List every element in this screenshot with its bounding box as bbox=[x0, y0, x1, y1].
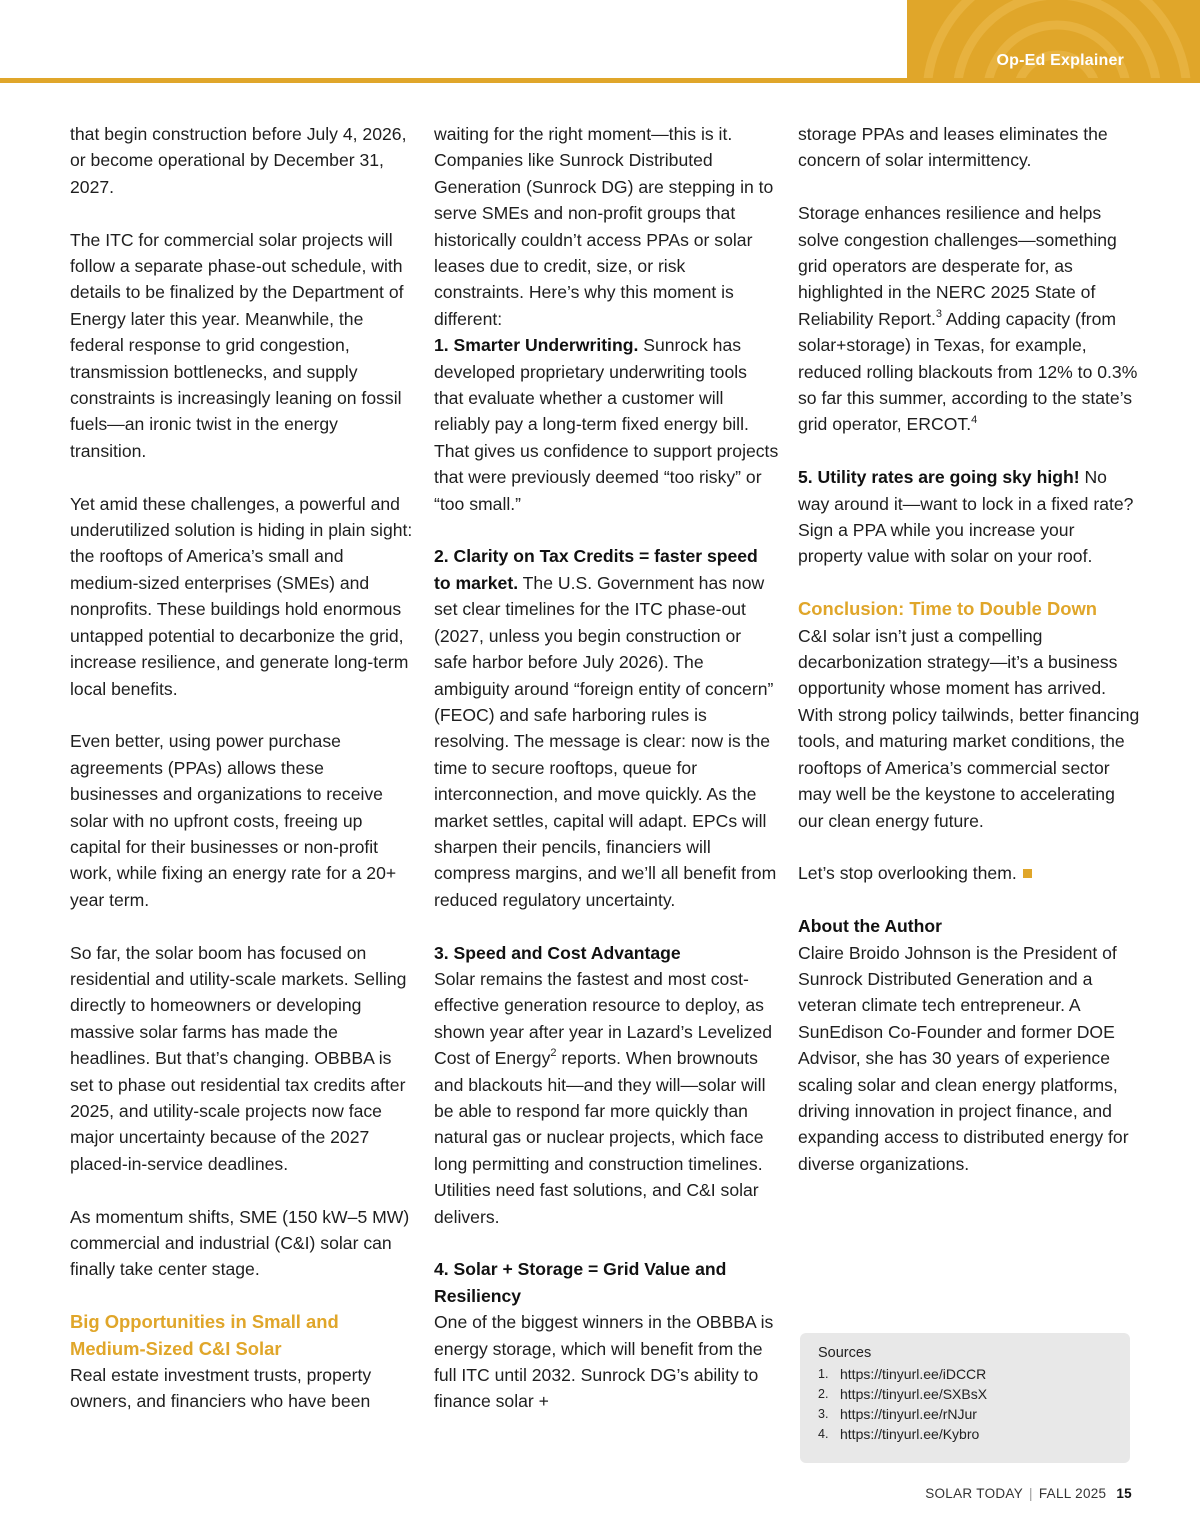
author-heading: About the Author bbox=[798, 916, 942, 937]
column-2 bbox=[434, 121, 779, 1415]
section-tab bbox=[907, 0, 1200, 80]
list-item-title: 4. Solar + Storage = Grid Value and Resiliency bbox=[434, 1259, 727, 1306]
paragraph: Yet amid these challenges, a powerful and underutilized solution is hiding in plain sight: the rooftops of America’s small and medium-sized enterprises (SMEs) and nonprofits. These buildings hold enormous untapped potential to decarbonize the grid, increase resilience, and generate long-term local benefits. bbox=[70, 493, 413, 699]
sources-title: Sources bbox=[818, 1345, 872, 1361]
footnote-ref: 4 bbox=[971, 413, 978, 426]
page-number: 15 bbox=[1116, 1486, 1132, 1501]
paragraph: As momentum shifts, SME (150 kW–5 MW) commercial and industrial (C&I) solar can finally take center stage. bbox=[70, 1206, 410, 1280]
source-item: 1. https://tinyurl.ee/iDCCR bbox=[818, 1366, 987, 1382]
paragraph: waiting for the right moment—this is it. Companies like Sunrock Distributed Generation (Sunrock DG) are stepping in to serve SMEs and non-profit groups that historically couldn’t access PPAs or solar leases due to credit, size, or risk constraints. Here’s why this moment is different: bbox=[434, 124, 774, 329]
paragraph: The ITC for commercial solar projects will follow a separate phase-out schedule, with details to be finalized by the Department of Energy later this year. Meanwhile, the federal response to grid congestion, transmission bottlenecks, and supply constraints is increasingly leaning on fossil fuels—an ironic twist in the energy transition. bbox=[70, 229, 404, 461]
publication-name: SOLAR TODAY bbox=[925, 1486, 1024, 1501]
column-3 bbox=[798, 121, 1143, 1177]
issue-label: FALL 2025 bbox=[1038, 1486, 1107, 1501]
list-item-text: Solar remains the fastest and most cost-effective generation resource to deploy, as shown year after year in Lazard’s Levelized Cost of Energy$^2$ reports. When brownouts and blackouts hit—and they will—solar will be able to respond far more quickly than natural gas or nuclear projects, which face long permitting and construction timelines. Utilities need fast solutions, and C&I solar delivers. bbox=[434, 968, 773, 1227]
source-link[interactable]: https://tinyurl.ee/SXBsX bbox=[840, 1386, 988, 1402]
footnote-ref: 2 bbox=[550, 1047, 557, 1060]
author-bio: Claire Broido Johnson is the President of Sunrock Distributed Generation and a veteran climate tech entrepreneur. A SunEdison Co-Founder and former DOE Advisor, she has 30 years of experience scaling solar and clean energy platforms, driving innovation in project finance, and expanding access to distributed energy for diverse organizations. bbox=[798, 942, 1129, 1174]
item-text: No way around it—want to lock in a fixed rate? Sign a PPA while you increase your property value with solar on your roof. bbox=[798, 467, 1134, 567]
paragraph: Even better, using power purchase agreements (PPAs) allows these businesses and organizations to receive solar with no upfront costs, freeing up capital for their businesses or non-profit work, while fixing an energy rate for a 20+ year term. bbox=[70, 731, 397, 910]
paragraph: that begin construction before July 4, 2026, or become operational by December 31, 2027. bbox=[70, 124, 407, 197]
item-text: Sunrock has developed proprietary underwriting tools that evaluate whether a customer will reliably pay a long-term fixed energy bill. That gives us confidence to support projects that were previously deemed “too risky” or “too small.” bbox=[434, 335, 779, 514]
paragraph: storage PPAs and leases eliminates the concern of solar intermittency. bbox=[798, 124, 1108, 171]
list-item bbox=[434, 543, 779, 913]
paragraph: Storage enhances resilience and helps solve congestion challenges—something grid operators are desperate for, as highlighted in the NERC 2025 State of Reliability Report.$^3$ Adding capacity (from solar+storage) in Texas, for example, reduced rolling blackouts from 12% to 0.3% so far this summer, according to the state’s grid operator, ERCOT.$^4$ bbox=[798, 203, 1138, 435]
section-heading: Conclusion: Time to Double Down bbox=[798, 598, 1098, 620]
item-title: 1. Smarter Underwriting. bbox=[434, 335, 639, 356]
source-link[interactable]: https://tinyurl.ee/Kybro bbox=[840, 1426, 980, 1442]
list-item bbox=[798, 464, 1143, 570]
item-text: The U.S. Government has now set clear timelines for the ITC phase-out (2027, unless you begin construction or safe harbor before July 2026). The ambiguity around “foreign entity of concern” (FEOC) and safe harboring rules is resolving. The message is clear: now is the time to secure rooftops, queue for interconnection, and move quickly. As the market settles, capital will adapt. EPCs will sharpen their pencils, financiers will compress margins, and we’ll all benefit from reduced regulatory uncertainty. bbox=[434, 572, 777, 910]
paragraph: So far, the solar boom has focused on residential and utility-scale markets. Selling directly to homeowners or developing massive solar farms has made the headlines. But that’s changing. OBBBA is set to phase out residential tax credits after 2025, and utility-scale projects now face major uncertainty because of the 2027 placed-in-service deadlines. bbox=[70, 942, 407, 1174]
source-link[interactable]: https://tinyurl.ee/rNJur bbox=[840, 1406, 977, 1422]
source-item: 4. https://tinyurl.ee/Kybro bbox=[818, 1426, 980, 1442]
paragraph: Real estate investment trusts, property owners, and financiers who have been bbox=[70, 1365, 372, 1412]
header-rule bbox=[0, 78, 1200, 83]
page-footer: SOLAR TODAY | FALL 2025 15 bbox=[925, 1486, 1132, 1501]
item-title: 2. Clarity on Tax Credits = faster speed to market. bbox=[434, 546, 758, 593]
paragraph: C&I solar isn’t just a compelling decarbonization strategy—it’s a business opportunity whose moment has arrived. With strong policy tailwinds, better financing tools, and maturing market conditions, the rooftops of America’s commercial sector may well be the keystone to accelerating our clean energy future. bbox=[798, 625, 1140, 831]
source-item: 2. https://tinyurl.ee/SXBsX bbox=[818, 1386, 988, 1402]
column-1 bbox=[70, 121, 415, 1415]
item-title: 5. Utility rates are going sky high! bbox=[798, 467, 1080, 488]
footnote-ref: 3 bbox=[935, 307, 942, 320]
list-item-title: 3. Speed and Cost Advantage bbox=[434, 942, 681, 963]
section-label: Op-Ed Explainer bbox=[996, 52, 1124, 69]
sources-box bbox=[800, 1333, 1130, 1463]
list-item-text: One of the biggest winners in the OBBBA is energy storage, which will benefit from the full ITC until 2032. Sunrock DG’s ability to finance solar + bbox=[434, 1312, 774, 1412]
source-item: 3. https://tinyurl.ee/rNJur bbox=[818, 1406, 977, 1422]
source-link[interactable]: https://tinyurl.ee/iDCCR bbox=[840, 1366, 987, 1382]
closing-line: Let’s stop overlooking them. bbox=[798, 860, 1143, 886]
section-heading: Big Opportunities in Small and Medium-Sized C&I Solar bbox=[70, 1311, 339, 1359]
end-mark-icon bbox=[1023, 869, 1032, 878]
list-item bbox=[434, 332, 779, 517]
